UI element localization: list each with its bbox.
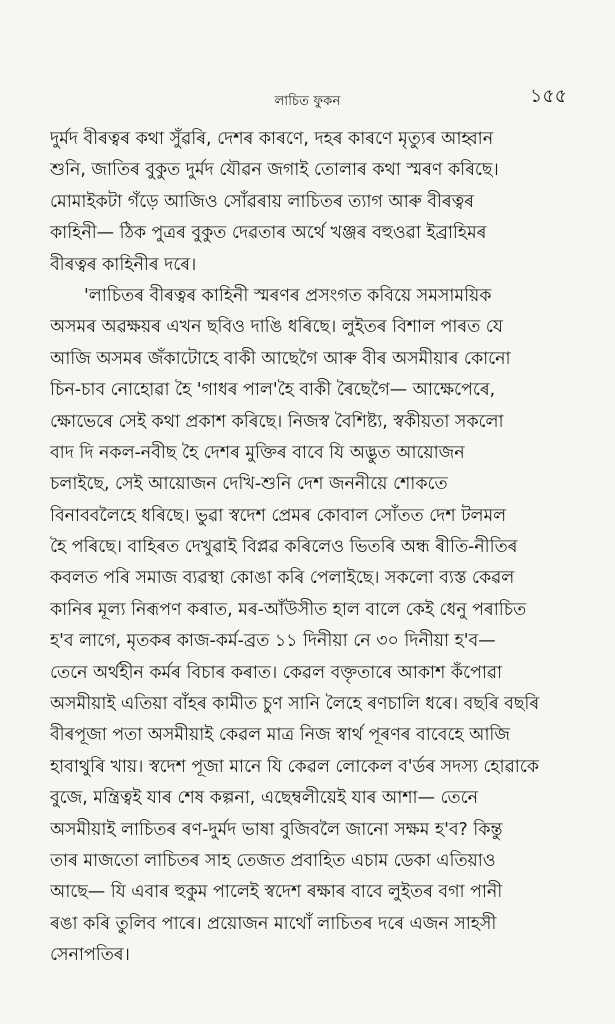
text-line: বুজে, মন্ত্ৰিত্বই যাৰ শেষ কল্পনা, এছেম্বলীয়েই যাৰ আশা— তেনে — [50, 788, 478, 809]
text-line: ৰঙা কৰি তুলিব পাৰে। প্ৰয়োজন মাথোঁ লাচিতৰ দৰে এজন সাহসী — [50, 913, 497, 934]
text-line: চিন-চাব নোহোৱা হৈ 'গাধৰ পাল'হৈ বাকী ৰৈছেগৈ— আক্ষেপেৰে, — [50, 380, 496, 401]
text-line: চলাইছে, সেই আয়োজন দেখি-শুনি দেশ জননীয়ে শোকতে — [50, 474, 448, 495]
text-line: হ'ব লাগে, মৃতকৰ কাজ-কৰ্ম-ব্ৰত ১১ দিনীয়া নে ৩০ দিনীয়া হ'ব— — [50, 631, 496, 652]
text-line: কানিৰ মূল্য নিৰূপণ কৰাত, মৰ-আঁউসীত হাল বালে কেই ধেনু পৰাচিত — [50, 599, 527, 620]
text-line: সেনাপতিৰ। — [50, 945, 130, 966]
running-title: লাচিত ফুকন — [274, 94, 341, 109]
text-line: বাদ দি নকল-নবীছ হৈ দেশৰ মুক্তিৰ বাবে যি অদ্ভুত আয়োজন — [50, 442, 465, 463]
text-line: হৈ পৰিছে। বাহিৰত দেখুৱাই বিপ্লৱ কৰিলেও ভিতৰি অন্ধ ৰীতি-নীতিৰ — [50, 537, 518, 558]
text-line: তেনে অৰ্থহীন কৰ্মৰ বিচাৰ কৰাত। কেৱল বক্তৃতাৰে আকাশ কঁপোৱা — [50, 662, 503, 683]
text-line: শুনি, জাতিৰ বুকুত দুৰ্মদ যৌৱন জগাই তোলাৰ কথা স্মৰণ কৰিছে। — [50, 160, 499, 181]
text-line: বীৰত্বৰ কাহিনীৰ দৰে। — [50, 254, 197, 275]
text-line: বিনাববলৈহে ধৰিছে। ভুৱা স্বদেশ প্ৰেমৰ কোবাল সোঁতত দেশ টলমল — [50, 505, 507, 526]
text-line: আছে— যি এবাৰ হুকুম পালেই স্বদেশ ৰক্ষাৰ বাবে লুইতৰ বগা পানী — [50, 882, 503, 903]
text-line: হাবাথুৰি খায়। স্বদেশ পূজা মানে যি কেৱল লোকেল ব'ৰ্ডৰ সদস্য হোৱাকে — [50, 756, 539, 777]
text-line: মোমাইকটা গঁড়ে আজিও সোঁৱৰায় লাচিতৰ ত্যাগ আৰু বীৰত্বৰ — [50, 191, 474, 212]
text-line: বীৰপূজা পতা অসমীয়াই কেৱল মাত্ৰ নিজ স্বাৰ্থ পূৰণৰ বাবেহে আজি — [50, 725, 510, 746]
text-line: অসমীয়াই লাচিতৰ ৰণ-দুৰ্মদ ভাষা বুজিবলৈ জানো সক্ষম হ'ব? কিন্তু — [50, 819, 503, 840]
text-line: অসমৰ অৱক্ষয়ৰ এখন ছবিও দাঙি ধৰিছে। লুইতৰ বিশাল পাৰত যে — [50, 317, 503, 338]
text-line: কবলত পৰি সমাজ ব্যৱস্থা কোঙা কৰি পেলাইছে। সকলো ব্যস্ত কেৱল — [50, 568, 515, 589]
text-line: আজি অসমৰ জঁকাটোহে বাকী আছেগৈ আৰু বীৰ অসমীয়াৰ কোনো — [50, 348, 511, 369]
page-number: ১৫৫ — [530, 85, 567, 107]
text-line: অসমীয়াই এতিয়া বাঁহৰ কামীত চুণ সানি লৈহে ৰণচালি ধৰে। বছৰি বছৰি — [50, 694, 540, 715]
body-text — [50, 124, 578, 972]
text-line: তাৰ মাজতো লাচিতৰ সাহ তেজত প্ৰবাহিত এচাম ডেকা এতিয়াও — [50, 850, 496, 871]
text-line: 'লাচিতৰ বীৰত্বৰ কাহিনী স্মৰণৰ প্ৰসংগত কবিয়ে সমসাময়িক — [84, 285, 492, 306]
text-line: কাহিনী— ঠিক পুত্ৰৰ বুকুত দেৱতাৰ অৰ্থে খঞ্জৰ বহুওৱা ইব্ৰাহিমৰ — [50, 223, 487, 244]
text-line: ক্ষোভেৰে সেই কথা প্ৰকাশ কৰিছে। নিজস্ব বৈশিষ্ট্য, স্বকীয়তা সকলো — [50, 411, 504, 432]
text-line: দুৰ্মদ বীৰত্বৰ কথা সুঁৱৰি, দেশৰ কাৰণে, দহৰ কাৰণে মৃত্যুৰ আহ্বান — [50, 129, 494, 149]
